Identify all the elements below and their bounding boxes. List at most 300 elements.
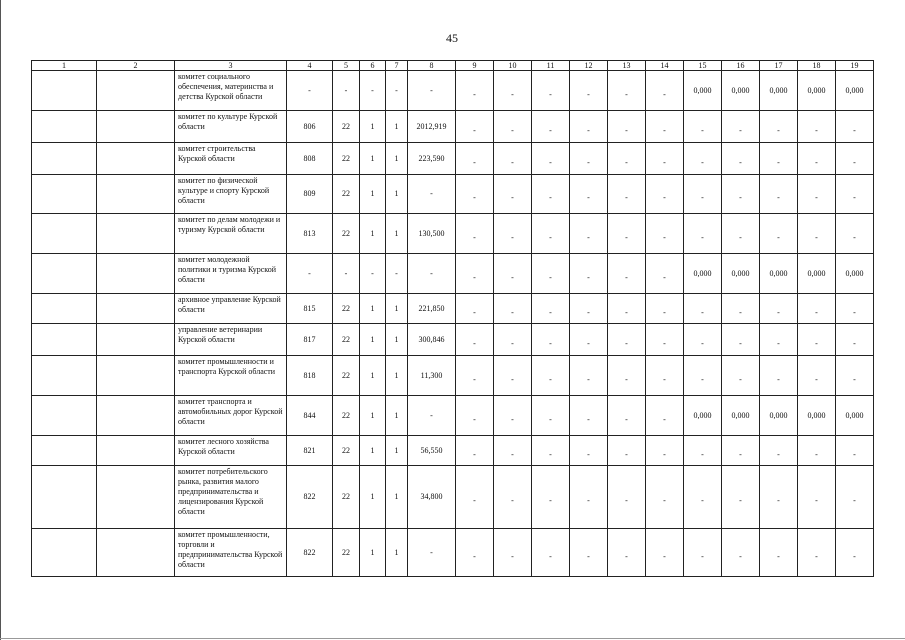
cell-c13 — [608, 324, 646, 356]
cell-c18: 0,000 — [798, 396, 836, 436]
cell-c16: 0,000 — [722, 71, 760, 111]
cell-c18-value: - — [815, 232, 818, 242]
row-organization-name: комитет социального обеспечения, материнства и детства Курской области — [175, 71, 287, 111]
cell-c11 — [532, 254, 570, 294]
cell-col-1 — [32, 111, 97, 143]
cell-c15-value: - — [701, 193, 704, 202]
cell-col-1 — [32, 143, 97, 175]
cell-c18-value: - — [815, 449, 818, 459]
cell-c9 — [456, 324, 494, 356]
cell-c16 — [722, 466, 760, 529]
cell-c12 — [570, 254, 608, 294]
cell-c7: 1 — [386, 175, 408, 214]
table-row — [32, 436, 874, 466]
cell-c12 — [570, 356, 608, 396]
cell-c13 — [608, 466, 646, 529]
row-organization-name: управление ветеринарии Курской области — [175, 324, 287, 356]
cell-c17-value: - — [777, 551, 780, 561]
column-header-15: 15 — [684, 61, 722, 71]
cell-c13-value: - — [625, 125, 628, 135]
cell-c10-value: - — [511, 125, 514, 135]
cell-c16-value: - — [739, 551, 742, 561]
cell-c17 — [760, 111, 798, 143]
cell-c14-value: - — [663, 89, 666, 99]
cell-c17-value: - — [777, 496, 780, 505]
cell-col-1 — [32, 71, 97, 111]
cell-col-2 — [97, 529, 175, 577]
cell-c14 — [646, 254, 684, 294]
cell-c6: 1 — [360, 175, 386, 214]
cell-c19-value: - — [853, 551, 856, 561]
cell-c15: 0,000 — [684, 396, 722, 436]
cell-col-2 — [97, 254, 175, 294]
cell-c17 — [760, 175, 798, 214]
cell-c10-value: - — [511, 193, 514, 202]
cell-c12 — [570, 396, 608, 436]
cell-c11-value: - — [549, 125, 552, 135]
cell-c9-value: - — [473, 125, 476, 135]
cell-c4: 817 — [287, 324, 333, 356]
cell-c15-value: - — [701, 157, 704, 167]
cell-c17-value: - — [777, 232, 780, 242]
cell-c18 — [798, 143, 836, 175]
cell-c18-value: - — [815, 496, 818, 505]
cell-col-1 — [32, 294, 97, 324]
cell-c12 — [570, 71, 608, 111]
cell-c6: 1 — [360, 111, 386, 143]
cell-col-1 — [32, 214, 97, 254]
cell-c9 — [456, 436, 494, 466]
cell-c16-value: - — [739, 338, 742, 348]
cell-c10 — [494, 356, 532, 396]
cell-col-1 — [32, 324, 97, 356]
cell-c16-value: - — [739, 449, 742, 459]
cell-c14 — [646, 356, 684, 396]
cell-c8: 130,500 — [408, 214, 456, 254]
row-organization-name: комитет транспорта и автомобильных дорог Курской области — [175, 396, 287, 436]
cell-c4: 815 — [287, 294, 333, 324]
cell-c9 — [456, 111, 494, 143]
cell-c19-value: - — [853, 374, 856, 384]
cell-c13-value: - — [625, 157, 628, 167]
cell-col-1 — [32, 436, 97, 466]
cell-c17-value: - — [777, 125, 780, 135]
cell-c16 — [722, 214, 760, 254]
cell-c15 — [684, 324, 722, 356]
cell-c5: 22 — [333, 436, 360, 466]
cell-c10 — [494, 436, 532, 466]
column-header-13: 13 — [608, 61, 646, 71]
column-header-4: 4 — [287, 61, 333, 71]
cell-c13 — [608, 436, 646, 466]
cell-c10 — [494, 254, 532, 294]
cell-c6: 1 — [360, 466, 386, 529]
cell-c12 — [570, 111, 608, 143]
cell-c11-value: - — [549, 449, 552, 459]
cell-c14 — [646, 396, 684, 436]
cell-c9-value: - — [473, 157, 476, 167]
cell-c9 — [456, 214, 494, 254]
cell-c15 — [684, 466, 722, 529]
cell-c4: 818 — [287, 356, 333, 396]
cell-c4: 808 — [287, 143, 333, 175]
cell-c5: 22 — [333, 396, 360, 436]
column-header-5: 5 — [333, 61, 360, 71]
cell-col-2 — [97, 324, 175, 356]
row-organization-name: комитет по физической культуре и спорту Курской области — [175, 175, 287, 214]
cell-c15 — [684, 529, 722, 577]
cell-c14 — [646, 111, 684, 143]
cell-c14-value: - — [663, 157, 666, 167]
cell-c12 — [570, 466, 608, 529]
cell-c8: 223,590 — [408, 143, 456, 175]
cell-c5: - — [333, 71, 360, 111]
cell-c15 — [684, 111, 722, 143]
cell-c19-value: - — [853, 125, 856, 135]
cell-c13-value: - — [625, 232, 628, 242]
cell-c15-value: - — [701, 496, 704, 505]
cell-c19-value: - — [853, 338, 856, 348]
cell-c5: 22 — [333, 529, 360, 577]
cell-c9-value: - — [473, 449, 476, 459]
cell-c9-value: - — [473, 307, 476, 317]
column-header-16: 16 — [722, 61, 760, 71]
cell-c14 — [646, 436, 684, 466]
cell-c14 — [646, 214, 684, 254]
cell-col-2 — [97, 143, 175, 175]
cell-c16 — [722, 143, 760, 175]
cell-c11-value: - — [549, 496, 552, 505]
cell-c13 — [608, 175, 646, 214]
cell-c7: - — [386, 71, 408, 111]
cell-c19 — [836, 356, 874, 396]
cell-c17 — [760, 143, 798, 175]
column-header-10: 10 — [494, 61, 532, 71]
column-header-6: 6 — [360, 61, 386, 71]
cell-c6: 1 — [360, 214, 386, 254]
cell-col-2 — [97, 111, 175, 143]
cell-c7: 1 — [386, 436, 408, 466]
column-header-1: 1 — [32, 61, 97, 71]
cell-c14-value: - — [663, 414, 666, 424]
row-organization-name: комитет по делам молодежи и туризму Курской области — [175, 214, 287, 254]
row-organization-name: комитет потребительского рынка, развития малого предпринимательства и лицензирования Курской области — [175, 466, 287, 529]
cell-c4: 822 — [287, 529, 333, 577]
cell-c8: 221,850 — [408, 294, 456, 324]
cell-c15 — [684, 356, 722, 396]
cell-c14-value: - — [663, 374, 666, 384]
cell-c18: 0,000 — [798, 254, 836, 294]
cell-c8: 56,550 — [408, 436, 456, 466]
cell-c18 — [798, 111, 836, 143]
cell-c18 — [798, 214, 836, 254]
cell-c7: 1 — [386, 356, 408, 396]
cell-c5: 22 — [333, 214, 360, 254]
cell-c18 — [798, 175, 836, 214]
cell-c14 — [646, 294, 684, 324]
cell-c17: 0,000 — [760, 71, 798, 111]
cell-c12-value: - — [587, 193, 590, 202]
cell-c19 — [836, 111, 874, 143]
cell-c11-value: - — [549, 414, 552, 424]
cell-c17 — [760, 436, 798, 466]
cell-c4: 821 — [287, 436, 333, 466]
cell-c17 — [760, 356, 798, 396]
table-row — [32, 294, 874, 324]
cell-c6: 1 — [360, 396, 386, 436]
cell-c9 — [456, 294, 494, 324]
cell-c13 — [608, 356, 646, 396]
cell-c15-value: - — [701, 374, 704, 384]
cell-c9 — [456, 143, 494, 175]
cell-c5: 22 — [333, 356, 360, 396]
cell-c12-value: - — [587, 449, 590, 459]
column-header-3: 3 — [175, 61, 287, 71]
row-organization-name: комитет лесного хозяйства Курской области — [175, 436, 287, 466]
column-header-7: 7 — [386, 61, 408, 71]
cell-c10-value: - — [511, 338, 514, 348]
cell-c11 — [532, 356, 570, 396]
cell-c15 — [684, 436, 722, 466]
cell-c11 — [532, 436, 570, 466]
cell-c11 — [532, 111, 570, 143]
cell-c17-value: - — [777, 157, 780, 167]
cell-c6: 1 — [360, 324, 386, 356]
cell-c9-value: - — [473, 89, 476, 99]
cell-c16: 0,000 — [722, 254, 760, 294]
cell-c9 — [456, 529, 494, 577]
cell-c13 — [608, 71, 646, 111]
cell-c14-value: - — [663, 272, 666, 282]
cell-c12-value: - — [587, 307, 590, 317]
cell-c16-value: - — [739, 232, 742, 242]
cell-c17: 0,000 — [760, 396, 798, 436]
cell-c11 — [532, 294, 570, 324]
cell-c18 — [798, 324, 836, 356]
cell-c14-value: - — [663, 449, 666, 459]
cell-c5: 22 — [333, 466, 360, 529]
cell-c17-value: - — [777, 193, 780, 202]
cell-c16 — [722, 529, 760, 577]
cell-c12 — [570, 294, 608, 324]
cell-c11-value: - — [549, 338, 552, 348]
table-row — [32, 143, 874, 175]
cell-c17-value: - — [777, 307, 780, 317]
cell-c9 — [456, 254, 494, 294]
cell-c9-value: - — [473, 272, 476, 282]
cell-c10 — [494, 294, 532, 324]
cell-col-1 — [32, 466, 97, 529]
cell-c10-value: - — [511, 232, 514, 242]
cell-c18-value: - — [815, 338, 818, 348]
cell-c14 — [646, 143, 684, 175]
cell-c6: 1 — [360, 529, 386, 577]
cell-c12-value: - — [587, 374, 590, 384]
cell-c10-value: - — [511, 272, 514, 282]
cell-c10-value: - — [511, 551, 514, 561]
cell-c18 — [798, 436, 836, 466]
table-row — [32, 356, 874, 396]
cell-col-2 — [97, 466, 175, 529]
cell-c11 — [532, 143, 570, 175]
cell-c13-value: - — [625, 414, 628, 424]
cell-c15-value: - — [701, 125, 704, 135]
table-row — [32, 529, 874, 577]
cell-c19 — [836, 529, 874, 577]
cell-c9 — [456, 71, 494, 111]
table-row — [32, 466, 874, 529]
table-row — [32, 111, 874, 143]
cell-c11 — [532, 214, 570, 254]
cell-c10 — [494, 466, 532, 529]
table-row — [32, 324, 874, 356]
cell-c4: 844 — [287, 396, 333, 436]
cell-c8: - — [408, 529, 456, 577]
cell-col-2 — [97, 175, 175, 214]
cell-c10-value: - — [511, 496, 514, 505]
cell-c13 — [608, 294, 646, 324]
cell-c11 — [532, 466, 570, 529]
cell-col-2 — [97, 294, 175, 324]
cell-c14-value: - — [663, 551, 666, 561]
cell-c14-value: - — [663, 193, 666, 202]
cell-c13-value: - — [625, 496, 628, 505]
column-header-19: 19 — [836, 61, 874, 71]
cell-c14 — [646, 324, 684, 356]
cell-c10 — [494, 175, 532, 214]
cell-c4: 806 — [287, 111, 333, 143]
cell-c7: 1 — [386, 294, 408, 324]
cell-c11-value: - — [549, 551, 552, 561]
cell-c15 — [684, 294, 722, 324]
cell-c9 — [456, 396, 494, 436]
cell-c6: - — [360, 71, 386, 111]
cell-c9-value: - — [473, 232, 476, 242]
cell-c13-value: - — [625, 449, 628, 459]
cell-c16 — [722, 294, 760, 324]
cell-c12 — [570, 175, 608, 214]
cell-c6: 1 — [360, 294, 386, 324]
column-header-2: 2 — [97, 61, 175, 71]
cell-c12-value: - — [587, 157, 590, 167]
cell-c8: 2012,919 — [408, 111, 456, 143]
cell-col-2 — [97, 71, 175, 111]
cell-c12-value: - — [587, 232, 590, 242]
row-organization-name: комитет строительства Курской области — [175, 143, 287, 175]
cell-c5: 22 — [333, 111, 360, 143]
cell-c14 — [646, 175, 684, 214]
cell-c14-value: - — [663, 338, 666, 348]
cell-c13 — [608, 111, 646, 143]
cell-c13 — [608, 396, 646, 436]
cell-c4: 813 — [287, 214, 333, 254]
cell-c13-value: - — [625, 193, 628, 202]
cell-c9-value: - — [473, 193, 476, 202]
column-header-12: 12 — [570, 61, 608, 71]
column-header-11: 11 — [532, 61, 570, 71]
cell-c19 — [836, 436, 874, 466]
cell-c8: 34,800 — [408, 466, 456, 529]
cell-c6: 1 — [360, 143, 386, 175]
cell-c11 — [532, 71, 570, 111]
cell-c10 — [494, 143, 532, 175]
cell-col-1 — [32, 356, 97, 396]
cell-c13 — [608, 529, 646, 577]
cell-c7: 1 — [386, 324, 408, 356]
cell-c5: 22 — [333, 175, 360, 214]
cell-c11-value: - — [549, 272, 552, 282]
cell-c14 — [646, 71, 684, 111]
cell-c6: - — [360, 254, 386, 294]
cell-c10 — [494, 214, 532, 254]
cell-c12-value: - — [587, 551, 590, 561]
cell-c15 — [684, 214, 722, 254]
cell-c18-value: - — [815, 551, 818, 561]
cell-c5: - — [333, 254, 360, 294]
cell-c17-value: - — [777, 449, 780, 459]
cell-c16 — [722, 356, 760, 396]
cell-c7: 1 — [386, 111, 408, 143]
cell-col-2 — [97, 214, 175, 254]
table-row — [32, 175, 874, 214]
cell-c18-value: - — [815, 193, 818, 202]
cell-c12 — [570, 214, 608, 254]
cell-c16-value: - — [739, 496, 742, 505]
cell-c19: 0,000 — [836, 254, 874, 294]
cell-c16-value: - — [739, 307, 742, 317]
page-left-edge — [0, 0, 1, 640]
cell-c6: 1 — [360, 356, 386, 396]
cell-c10-value: - — [511, 157, 514, 167]
cell-c18 — [798, 466, 836, 529]
column-header-14: 14 — [646, 61, 684, 71]
cell-c19 — [836, 294, 874, 324]
table-body — [32, 71, 874, 577]
cell-col-1 — [32, 396, 97, 436]
cell-c19 — [836, 466, 874, 529]
cell-c16 — [722, 175, 760, 214]
cell-c16 — [722, 436, 760, 466]
cell-col-1 — [32, 254, 97, 294]
cell-c10-value: - — [511, 307, 514, 317]
cell-c12 — [570, 529, 608, 577]
cell-c18 — [798, 356, 836, 396]
cell-c19-value: - — [853, 496, 856, 505]
cell-c18 — [798, 294, 836, 324]
cell-c12-value: - — [587, 414, 590, 424]
cell-col-1 — [32, 529, 97, 577]
cell-c19-value: - — [853, 193, 856, 202]
cell-c10 — [494, 529, 532, 577]
cell-c9 — [456, 466, 494, 529]
cell-c13-value: - — [625, 551, 628, 561]
cell-c13-value: - — [625, 307, 628, 317]
cell-c19-value: - — [853, 449, 856, 459]
column-header-18: 18 — [798, 61, 836, 71]
table-row — [32, 254, 874, 294]
cell-c15: 0,000 — [684, 254, 722, 294]
table-row — [32, 71, 874, 111]
cell-c11 — [532, 529, 570, 577]
cell-c18-value: - — [815, 157, 818, 167]
cell-c14 — [646, 529, 684, 577]
column-header-17: 17 — [760, 61, 798, 71]
cell-c19: 0,000 — [836, 71, 874, 111]
cell-c7: 1 — [386, 143, 408, 175]
cell-c14-value: - — [663, 307, 666, 317]
cell-c8: - — [408, 71, 456, 111]
cell-c15-value: - — [701, 232, 704, 242]
